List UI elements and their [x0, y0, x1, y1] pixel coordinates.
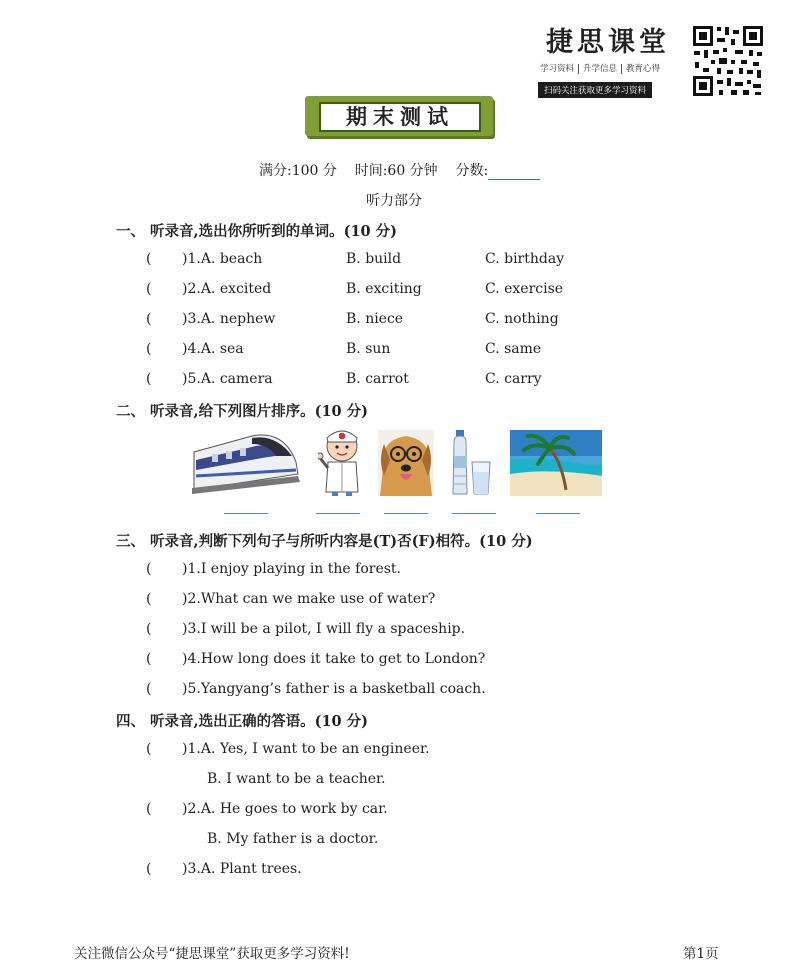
brand-title: 捷思课堂: [546, 27, 670, 58]
score-blank[interactable]: [488, 165, 540, 180]
answer-paren[interactable]: (: [146, 651, 152, 667]
option-b: B. I want to be a teacher.: [207, 771, 386, 787]
part-2-heading: 二、 听录音,给下列图片排序。(10 分): [116, 403, 369, 420]
answer-paren[interactable]: (: [146, 251, 152, 267]
answer-paren[interactable]: (: [146, 591, 152, 607]
part-1-heading: 一、 听录音,选出你所听到的单词。(10 分): [116, 223, 398, 240]
answer-paren[interactable]: (: [146, 281, 152, 297]
option-c: C. carry: [485, 371, 542, 387]
part-4-heading: 四、 听录音,选出正确的答语。(10 分): [116, 713, 369, 730]
part-3-heading: 三、 听录音,判断下列句子与所听内容是(T)否(F)相符。(10 分): [116, 533, 533, 550]
answer-paren[interactable]: (: [146, 621, 152, 637]
answer-paren[interactable]: (: [146, 801, 152, 817]
answer-paren[interactable]: (: [146, 681, 152, 697]
statement: )5.Yangyang’s father is a basketball coach.: [182, 681, 486, 697]
picture-answer-blank[interactable]: [452, 512, 496, 514]
statement: )4.How long does it take to get to London?: [182, 651, 486, 667]
answer-paren[interactable]: (: [146, 741, 152, 757]
page-number: 第1页: [683, 946, 719, 962]
picture-answer-blank[interactable]: [384, 512, 428, 514]
brand-banner: 扫码关注获取更多学习资料: [538, 82, 652, 98]
answer-paren[interactable]: (: [146, 311, 152, 327]
option-c: C. exercise: [485, 281, 564, 297]
option-a: )3.A. nephew: [182, 311, 276, 327]
water-bottle-icon: [450, 430, 494, 496]
brand-link[interactable]: 学习资料: [536, 64, 579, 74]
time-label: 时间:60 分钟: [354, 163, 438, 179]
doctor-icon: [318, 428, 364, 496]
points-label: 分数:: [455, 163, 489, 179]
option-c: C. birthday: [485, 251, 565, 267]
option-a: )1.A. beach: [182, 251, 263, 267]
answer-paren[interactable]: (: [146, 861, 152, 877]
picture-answer-blank[interactable]: [536, 512, 580, 514]
option-b: B. sun: [346, 341, 391, 357]
brand-links: [536, 62, 664, 74]
option-a: )2.A. excited: [182, 281, 272, 297]
score-label: 满分:100 分: [259, 163, 337, 179]
exam-info: [259, 160, 540, 180]
statement: )3.I will be a pilot, I will fly a spaceship.: [182, 621, 466, 637]
brand-link[interactable]: 教育心得: [626, 64, 661, 74]
option-b: B. build: [346, 251, 402, 267]
section-label: 听力部分: [366, 193, 422, 209]
option-b: B. carrot: [346, 371, 409, 387]
exam-title-frame: [305, 96, 493, 136]
statement: )2.What can we make use of water?: [182, 591, 436, 607]
answer-paren[interactable]: (: [146, 561, 152, 577]
brand-link[interactable]: 升学信息: [579, 64, 622, 74]
qr-code-icon[interactable]: [691, 24, 765, 98]
option-b: B. niece: [346, 311, 404, 327]
option-a: )3.A. Plant trees.: [182, 861, 302, 877]
option-b: B. exciting: [346, 281, 422, 297]
picture-answer-blank[interactable]: [316, 512, 360, 514]
option-a: )5.A. camera: [182, 371, 273, 387]
statement: )1.I enjoy playing in the forest.: [182, 561, 402, 577]
option-c: C. nothing: [485, 311, 559, 327]
option-b: B. My father is a doctor.: [207, 831, 379, 847]
dog-icon: [378, 430, 434, 496]
option-a: )1.A. Yes, I want to be an engineer.: [182, 741, 430, 757]
picture-answer-blank[interactable]: [224, 512, 268, 514]
option-c: C. same: [485, 341, 542, 357]
option-a: )4.A. sea: [182, 341, 244, 357]
beach-icon: [510, 430, 602, 496]
train-icon: [192, 430, 300, 496]
exam-title: 期末测试: [319, 102, 481, 132]
answer-paren[interactable]: (: [146, 341, 152, 357]
answer-paren[interactable]: (: [146, 371, 152, 387]
footer-note: 关注微信公众号“捷思课堂”获取更多学习资料!: [74, 946, 350, 962]
option-a: )2.A. He goes to work by car.: [182, 801, 388, 817]
